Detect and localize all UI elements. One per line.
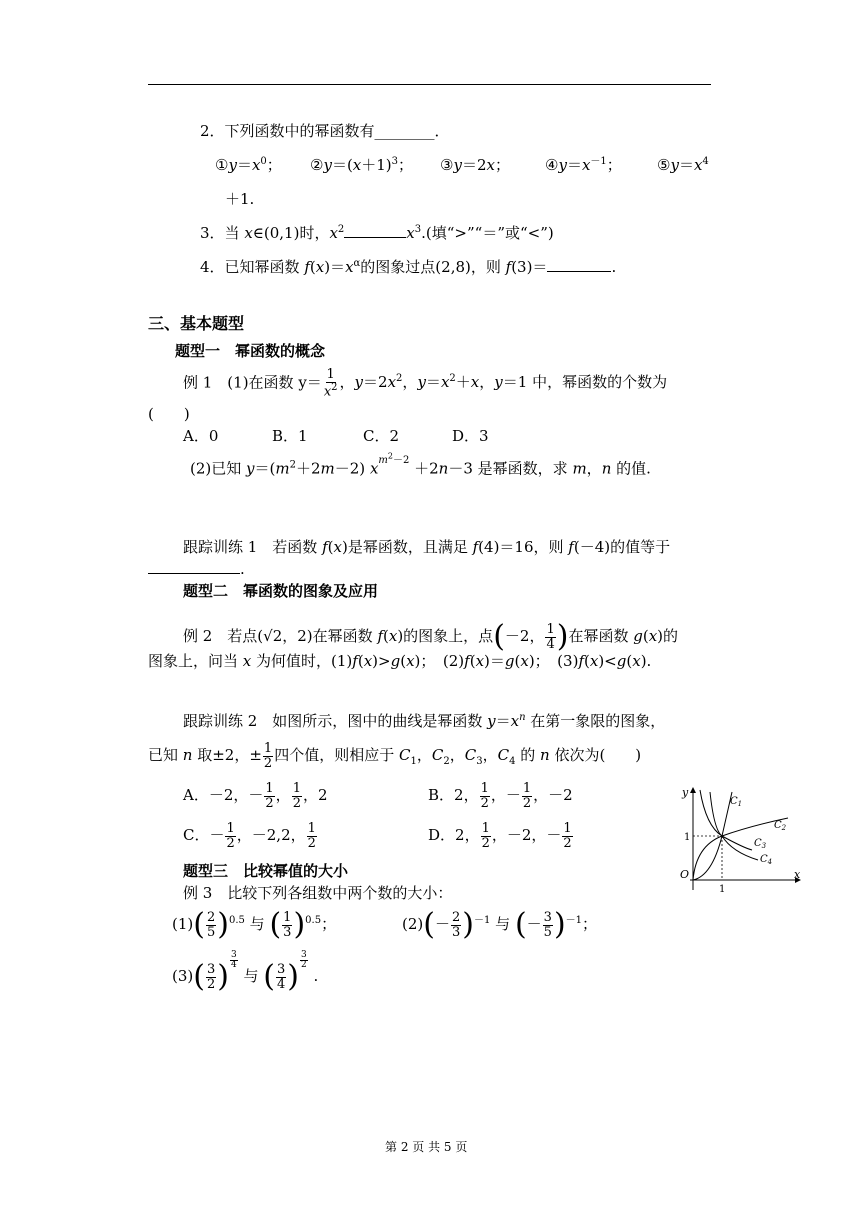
- header-rule: [148, 84, 711, 85]
- training-2-choice-a: A．－2，－ $\frac{1}{2}$ ， $\frac{1}{2}$ ，2: [183, 781, 328, 811]
- q2-option-4: $④y=x^{-1}$；: [545, 156, 622, 174]
- training-2-line-1: 跟踪训练 2 如图所示，图中的曲线是幂函数 $y=x^n$ 在第一象限的图象，: [183, 712, 666, 730]
- example-2-line-2: 图象上，问当 x 为何值时，(1)f(x)>g(x)； (2)f(x)＝g(x)； (3)f(x)<g(x).: [148, 652, 652, 670]
- type-3-heading: 题型三 比较幂值的大小: [183, 862, 349, 880]
- origin-label: O: [680, 868, 690, 881]
- q2-option-2: $②y=(x+1)^3$；: [310, 156, 414, 174]
- label-c2: $C_2$: [774, 820, 787, 832]
- training-2-line-2: 已知 n 取±2，± $\frac{1}{2}$ 四个值，则相应于 $C_1$，$C_2$，$C_3$，$C_4$ 的 n 依次为( ): [148, 741, 642, 771]
- question-4: 4．已知幂函数 $f(x)=x^\alpha$的图象过点(2,8)，则 f(3)＝ .: [200, 258, 617, 276]
- q2-option-5: $⑤y=x^4$: [657, 156, 709, 174]
- power-function-graph: [660, 780, 810, 905]
- example-2-line-1: 例 2 若点(√2，2)在幂函数 f(x)的图象上，点(－2， $\frac{1}{4}$ )在幂函数 g(x)的: [183, 619, 679, 654]
- example-3-part-2: (2)(－ $\frac{2}{3}$ )$^{-1}$ 与 (－ $\frac{3}{5}$ )$^{-1}$；: [402, 907, 598, 942]
- page-footer: 第 2 页 共 5 页: [385, 1140, 468, 1154]
- training-2-choice-d: D．2， $\frac{1}{2}$ ，－2，－ $\frac{1}{2}$: [428, 821, 572, 851]
- example-1: 例 1 (1)在函数 y＝ $\frac{1}{x^2}$ ，$y=2x^2$，$y=x^2+x$，y＝1 中，幂函数的个数为: [183, 367, 668, 399]
- y-tick-1: 1: [684, 832, 691, 843]
- type-2-heading: 题型二 幂函数的图象及应用: [183, 582, 379, 600]
- y-axis-label: y: [682, 786, 689, 799]
- example-1-paren: ( ): [148, 405, 190, 423]
- choice-c: C．2: [363, 427, 400, 445]
- type-1-heading: 题型一 幂函数的概念: [175, 342, 326, 360]
- section-heading: 三、基本题型: [148, 314, 245, 333]
- label-c3: $C_3$: [754, 838, 767, 850]
- question-3: 3．当 x∈(0,1)时，$x^2$ $x^3$.(填“>”“＝”或“<”): [200, 224, 554, 242]
- q2-option-3: ③y＝2x；: [440, 156, 510, 174]
- q2-option-5-cont: ＋1.: [225, 190, 255, 208]
- example-3: 例 3 比较下列各组数中两个数的大小：: [183, 884, 453, 902]
- example-1-part-2: (2)已知 $y=(m^2+2m-2)$ $x^{m^2-2} +2n-3$ 是幂函数，求 m，n 的值.: [190, 452, 651, 478]
- choice-a: A．0: [183, 427, 219, 445]
- training-2-choice-b: B．2， $\frac{1}{2}$ ，－ $\frac{1}{2}$ ，－2: [428, 781, 573, 811]
- x-tick-1: 1: [719, 884, 726, 895]
- choice-b: B．1: [272, 427, 308, 445]
- label-c4: $C_4$: [760, 854, 773, 866]
- question-2: 2．下列函数中的幂函数有________．: [200, 122, 450, 140]
- choice-d: D．3: [452, 427, 489, 445]
- label-c1: $C_1$: [730, 796, 743, 808]
- training-2-choice-c: C．－ $\frac{1}{2}$ ，－2,2， $\frac{1}{2}$: [183, 821, 316, 851]
- q2-option-1: $①y=x^0$；: [215, 156, 282, 174]
- example-3-part-1: (1)( $\frac{2}{5}$ )$^{0.5}$ 与 ( $\frac{1}{3}$ )$^{0.5}$；: [172, 907, 337, 942]
- example-3-part-3: (3)( $\frac{3}{2}$ ) $^{\frac{3}{4}}$ 与 ( $\frac{3}{4}$ ) $^{\frac{3}{2}}$ .: [172, 949, 319, 994]
- training-1-blank: .: [148, 560, 245, 578]
- training-1: 跟踪训练 1 若函数 f(x)是幂函数，且满足 f(4)＝16，则 f(－4)的值等于: [183, 538, 671, 556]
- x-axis-label: x: [794, 868, 801, 881]
